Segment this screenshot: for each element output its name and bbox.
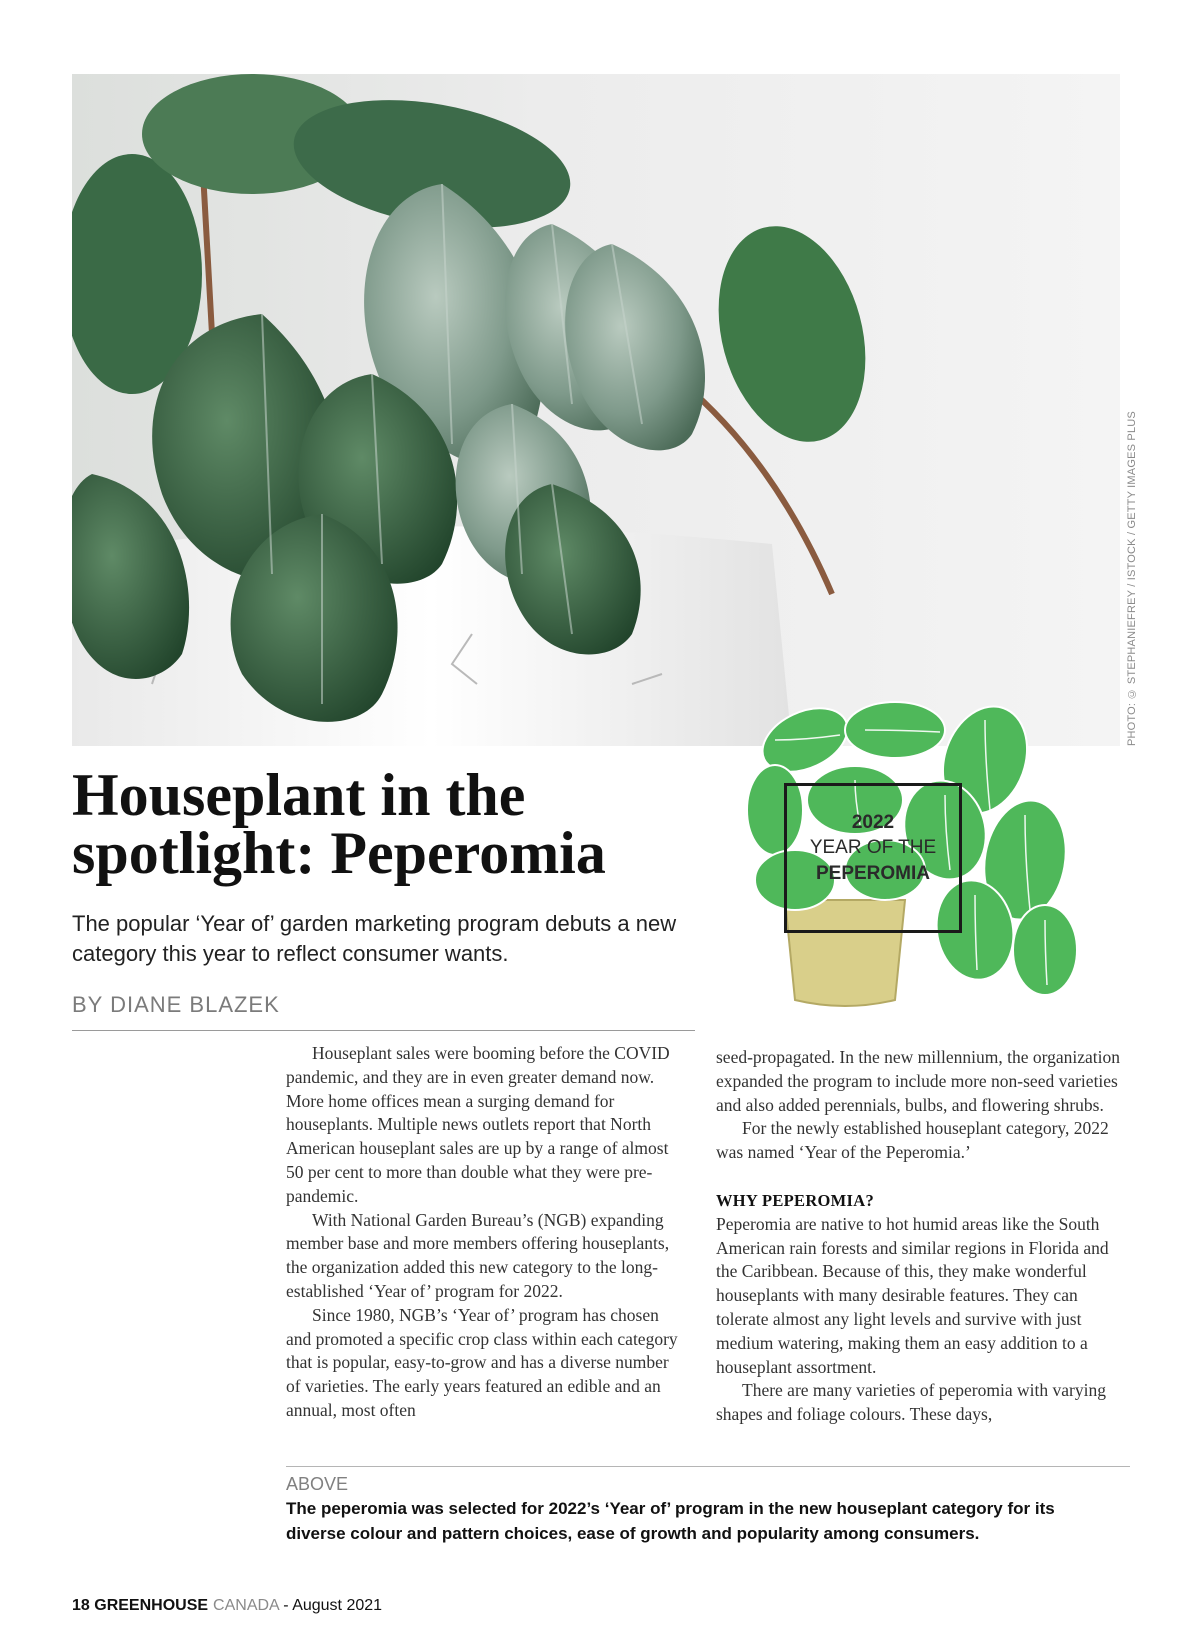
caption-text: The peperomia was selected for 2022’s ‘Year of’ program in the new houseplant category for its diverse colour and pattern choices, ease of growth and popularity among consumers.: [286, 1499, 1055, 1543]
body-paragraph: seed-propagated. In the new millennium, the organization expanded the program to include more non-seed varieties and also added perennials, bulbs, and flowering shrubs.: [716, 1047, 1120, 1115]
magazine-name-greenhouse: GREENHOUSE: [94, 1597, 209, 1614]
magazine-name-canada: CANADA: [213, 1597, 279, 1614]
hero-photo-peperomia: [72, 74, 1120, 746]
body-paragraph: Houseplant sales were booming before the COVID pandemic, and they are in even greater demand now. More home offices mean a surging demand for houseplants. Multiple news outlets report that North American houseplant sales are up by a range of almost 50 per cent to more than double what they were pre-pandemic.: [286, 1043, 670, 1206]
article-title: Houseplant in the spotlight: Peperomia: [72, 762, 606, 886]
body-paragraph: With National Garden Bureau’s (NGB) expanding member base and more members offering houseplants, the organization added this new category to the long-established ‘Year of’ program for 2022.: [286, 1209, 670, 1301]
body-paragraph: For the newly established houseplant category, 2022 was named ‘Year of the Peperomia.’: [716, 1118, 1109, 1163]
caption-divider: [286, 1466, 1130, 1467]
page-footer: [72, 1597, 382, 1615]
body-paragraph: Since 1980, NGB’s ‘Year of’ program has chosen and promoted a specific crop class within each category that is popular, easy-to-grow and has a diverse number of varieties. The early years featured an edible and an annual, most often: [286, 1304, 678, 1420]
badge-peperomia: PEPEROMIA: [815, 863, 931, 884]
badge-year-of-the: YEAR OF THE: [809, 837, 937, 858]
issue-date: - August 2021: [283, 1597, 383, 1614]
badge-year: 2022: [851, 812, 895, 833]
body-column-right: [716, 1046, 1130, 1427]
page-number: 18: [72, 1597, 90, 1614]
article-deck: The popular ‘Year of’ garden marketing program debuts a new category this year to reflect consumer wants.: [72, 911, 677, 966]
byline-divider: [72, 1030, 695, 1031]
body-paragraph: There are many varieties of peperomia with varying shapes and foliage colours. These days,: [716, 1380, 1106, 1425]
body-paragraph: Peperomia are native to hot humid areas like the South American rain forests and similar regions in Florida and the Caribbean. Because of this, they make wonderful houseplants with many desirable features. They can tolerate almost any light levels and survive with just medium watering, making them an easy addition to a houseplant assortment.: [716, 1213, 1109, 1377]
caption-label: ABOVE: [286, 1474, 349, 1494]
body-column-left: [286, 1042, 686, 1423]
photo-credit: PHOTO: © STEPHANIEFREY / ISTOCK / GETTY IMAGES PLUS: [1126, 411, 1138, 746]
year-of-badge-frame: [784, 783, 962, 933]
peperomia-plant-illustration: [72, 74, 1120, 746]
article-byline: BY DIANE BLAZEK: [72, 992, 280, 1017]
section-subhead: WHY PEPEROMIA?: [716, 1190, 875, 1210]
